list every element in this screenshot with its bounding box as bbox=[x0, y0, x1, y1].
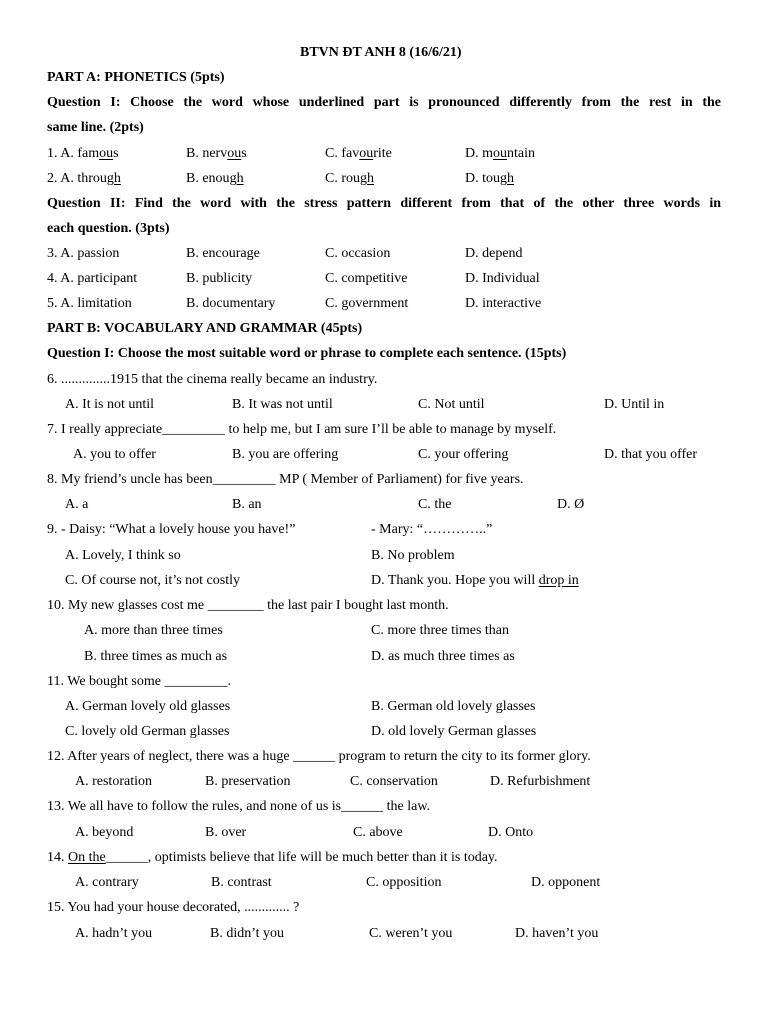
q4-option-b: B. publicity bbox=[186, 271, 253, 286]
q14-stem bbox=[47, 849, 498, 867]
q12-option-a: A. restoration bbox=[75, 774, 152, 789]
q10-option-d: D. as much three times as bbox=[371, 649, 515, 664]
part-a-q2-instruction-line1: Question II: Find the word with the stress pattern different from that of the other three words in bbox=[47, 196, 721, 211]
q3-option-b: B. encourage bbox=[186, 246, 260, 261]
q9-option-c: C. Of course not, it’s not costly bbox=[65, 573, 240, 588]
page-title: BTVN ĐT ANH 8 (16/6/21) bbox=[300, 45, 462, 60]
q2-option-a-underlined: gh bbox=[106, 171, 121, 186]
q5-option-b: B. documentary bbox=[186, 296, 276, 311]
q10-option-b: B. three times as much as bbox=[84, 649, 228, 664]
q7-option-c: C. your offering bbox=[418, 447, 509, 462]
q15-option-d: D. haven’t you bbox=[515, 926, 599, 941]
q2-option-d-text: D. tou bbox=[465, 171, 500, 186]
q10-stem: 10. My new glasses cost me ________ the last pair I bought last month. bbox=[47, 598, 449, 613]
q14-option-a: A. contrary bbox=[75, 875, 139, 890]
q9-stem: 9. - Daisy: “What a lovely house you have!” bbox=[47, 522, 296, 537]
q3-option-a: 3. A. passion bbox=[47, 246, 120, 261]
q4-option-c: C. competitive bbox=[325, 271, 408, 286]
q9-option-b: B. No problem bbox=[371, 548, 455, 563]
part-b-heading: PART B: VOCABULARY AND GRAMMAR (45pts) bbox=[47, 321, 363, 336]
q9-option-d-underlined: drop in bbox=[538, 573, 579, 588]
q15-option-a: A. hadn’t you bbox=[75, 926, 153, 941]
q6-option-a: A. It is not until bbox=[65, 397, 155, 412]
q4-option-a: 4. A. participant bbox=[47, 271, 138, 286]
q3-option-d: D. depend bbox=[465, 246, 523, 261]
part-a-q1-instruction-line1: Question I: Choose the word whose underlined part is pronounced differently from the rest in the bbox=[47, 95, 721, 110]
q8-option-d: D. Ø bbox=[557, 497, 585, 512]
q15-stem: 15. You had your house decorated, ............. ? bbox=[47, 900, 300, 915]
q2-option-a bbox=[47, 170, 121, 188]
q10-option-c: C. more three times than bbox=[371, 623, 510, 638]
q2-option-c bbox=[325, 170, 374, 188]
q5-option-c: C. government bbox=[325, 296, 409, 311]
q1-option-d bbox=[465, 145, 535, 163]
q1-option-a-text: 1. A. fam bbox=[47, 146, 100, 161]
q2-option-b bbox=[186, 170, 244, 188]
q1-option-a-rest: s bbox=[113, 146, 119, 161]
q13-option-b: B. over bbox=[205, 825, 247, 840]
q11-option-b: B. German old lovely glasses bbox=[371, 699, 536, 714]
q9-option-d bbox=[371, 572, 579, 590]
q14-option-b: B. contrast bbox=[211, 875, 272, 890]
q5-option-d: D. interactive bbox=[465, 296, 542, 311]
q7-option-a: A. you to offer bbox=[73, 447, 156, 462]
q15-option-c: C. weren’t you bbox=[369, 926, 453, 941]
q1-option-a-underlined: ou bbox=[99, 146, 114, 161]
q14-number: 14. bbox=[47, 850, 68, 865]
q1-option-d-rest: ntain bbox=[507, 146, 535, 161]
q8-option-b: B. an bbox=[232, 497, 262, 512]
q13-option-a: A. beyond bbox=[75, 825, 134, 840]
q9-option-d-text: D. Thank you. Hope you will bbox=[371, 573, 539, 588]
q5-option-a: 5. A. limitation bbox=[47, 296, 132, 311]
q3-option-c: C. occasion bbox=[325, 246, 391, 261]
q13-stem: 13. We all have to follow the rules, and none of us is______ the law. bbox=[47, 799, 431, 814]
part-a-q2-instruction-line2: each question. (3pts) bbox=[47, 221, 170, 236]
q11-option-c: C. lovely old German glasses bbox=[65, 724, 230, 739]
q11-option-d: D. old lovely German glasses bbox=[371, 724, 537, 739]
q11-option-a: A. German lovely old glasses bbox=[65, 699, 231, 714]
q13-option-c: C. above bbox=[353, 825, 403, 840]
q2-option-c-underlined: gh bbox=[360, 171, 374, 186]
q1-option-c-text: C. fav bbox=[325, 146, 360, 161]
q12-option-c: C. conservation bbox=[350, 774, 438, 789]
q6-option-d: D. Until in bbox=[604, 397, 665, 412]
q4-option-d: D. Individual bbox=[465, 271, 540, 286]
q7-stem: 7. I really appreciate_________ to help me, but I am sure I’ll be able to manage by myself. bbox=[47, 422, 557, 437]
q1-option-b-text: B. nerv bbox=[186, 146, 228, 161]
q2-option-d bbox=[465, 170, 514, 188]
q7-option-b: B. you are offering bbox=[232, 447, 339, 462]
q14-option-d: D. opponent bbox=[531, 875, 601, 890]
q12-stem: 12. After years of neglect, there was a huge ______ program to return the city to its former glory. bbox=[47, 749, 591, 764]
q2-option-b-underlined: gh bbox=[229, 171, 244, 186]
q1-option-a bbox=[47, 145, 119, 163]
q2-option-c-text: C. rou bbox=[325, 171, 360, 186]
q9-reply: - Mary: “…………..” bbox=[371, 522, 493, 537]
q8-option-c: C. the bbox=[418, 497, 452, 512]
q8-option-a: A. a bbox=[65, 497, 89, 512]
q6-option-b: B. It was not until bbox=[232, 397, 333, 412]
q1-option-c-rest: rite bbox=[373, 146, 392, 161]
q11-stem: 11. We bought some _________. bbox=[47, 674, 231, 689]
q2-option-b-text: B. enou bbox=[186, 171, 230, 186]
q8-stem: 8. My friend’s uncle has been_________ MP ( Member of Parliament) for five years. bbox=[47, 472, 524, 487]
q13-option-d: D. Onto bbox=[488, 825, 534, 840]
q14-option-c: C. opposition bbox=[366, 875, 442, 890]
q2-option-a-text: 2. A. throu bbox=[47, 171, 107, 186]
q10-option-a: A. more than three times bbox=[84, 623, 223, 638]
q6-option-c: C. Not until bbox=[418, 397, 485, 412]
q1-option-c-underlined: ou bbox=[359, 146, 374, 161]
q7-option-d: D. that you offer bbox=[604, 447, 698, 462]
part-a-q1-instruction-line2: same line. (2pts) bbox=[47, 120, 144, 135]
q12-option-b: B. preservation bbox=[205, 774, 291, 789]
q1-option-b bbox=[186, 145, 247, 163]
q12-option-d: D. Refurbishment bbox=[490, 774, 591, 789]
part-b-q1-instruction: Question I: Choose the most suitable word or phrase to complete each sentence. (15pts) bbox=[47, 346, 567, 361]
q2-option-d-underlined: gh bbox=[500, 171, 514, 186]
q1-option-d-underlined: ou bbox=[493, 146, 507, 161]
q1-option-b-rest: s bbox=[241, 146, 247, 161]
q14-underlined-phrase: On the bbox=[68, 850, 106, 865]
q1-option-b-underlined: ou bbox=[227, 146, 242, 161]
q1-option-c bbox=[325, 145, 392, 163]
q6-stem: 6. ..............1915 that the cinema really became an industry. bbox=[47, 372, 378, 387]
q14-stem-rest: ______, optimists believe that life will be much better than it is today. bbox=[105, 850, 498, 865]
q1-option-d-text: D. m bbox=[465, 146, 493, 161]
part-a-heading: PART A: PHONETICS (5pts) bbox=[47, 70, 225, 85]
q9-option-a: A. Lovely, I think so bbox=[65, 548, 181, 563]
q15-option-b: B. didn’t you bbox=[210, 926, 285, 941]
